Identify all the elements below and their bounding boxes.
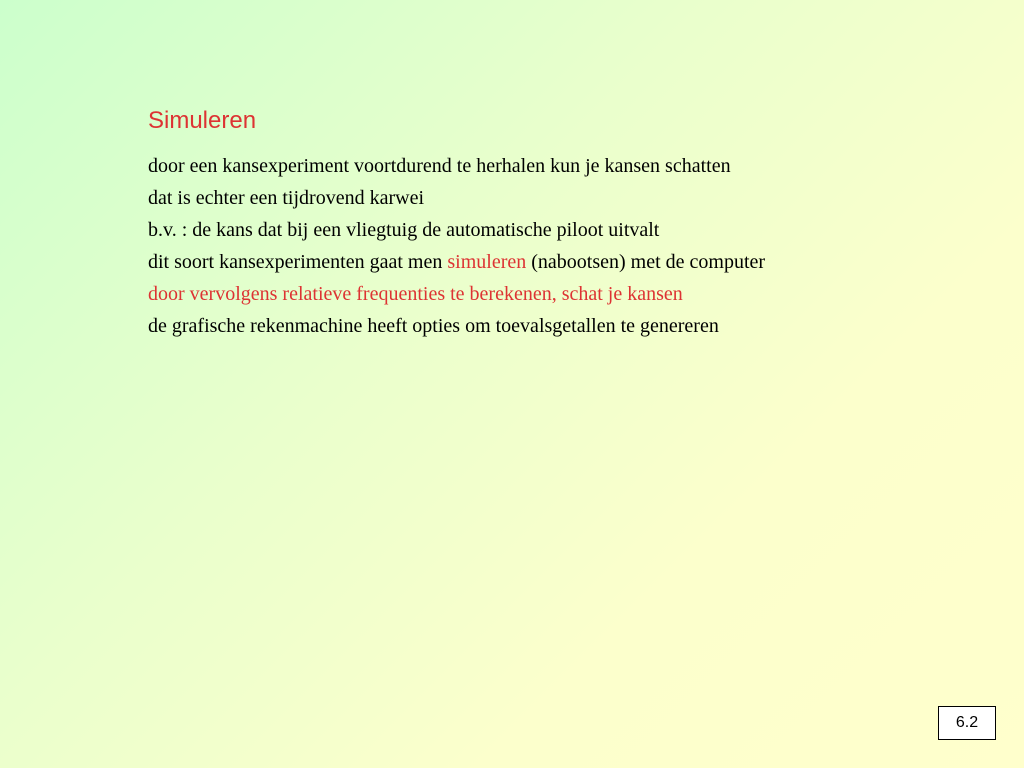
body-line-5: door vervolgens relatieve frequenties te berekenen, schat je kansen — [148, 283, 683, 305]
body-line-4-before: dit soort kansexperimenten gaat men — [148, 251, 448, 273]
body-line-2: dat is echter een tijdrovend karwei — [148, 187, 424, 209]
body-line-3: b.v. : de kans dat bij een vliegtuig de automatische piloot uitvalt — [148, 219, 660, 241]
slide-body — [148, 150, 765, 342]
body-line-4 — [148, 246, 765, 278]
body-line-6: de grafische rekenmachine heeft opties om toevalsgetallen te genereren — [148, 315, 719, 337]
slide-title: Simuleren — [148, 107, 257, 134]
body-line-4-after: (nabootsen) met de computer — [526, 251, 766, 273]
body-line-1: door een kansexperiment voortdurend te herhalen kun je kansen schatten — [148, 155, 731, 177]
simuleren-highlight: simuleren — [447, 251, 527, 273]
page-number-badge: 6.2 — [938, 706, 996, 740]
